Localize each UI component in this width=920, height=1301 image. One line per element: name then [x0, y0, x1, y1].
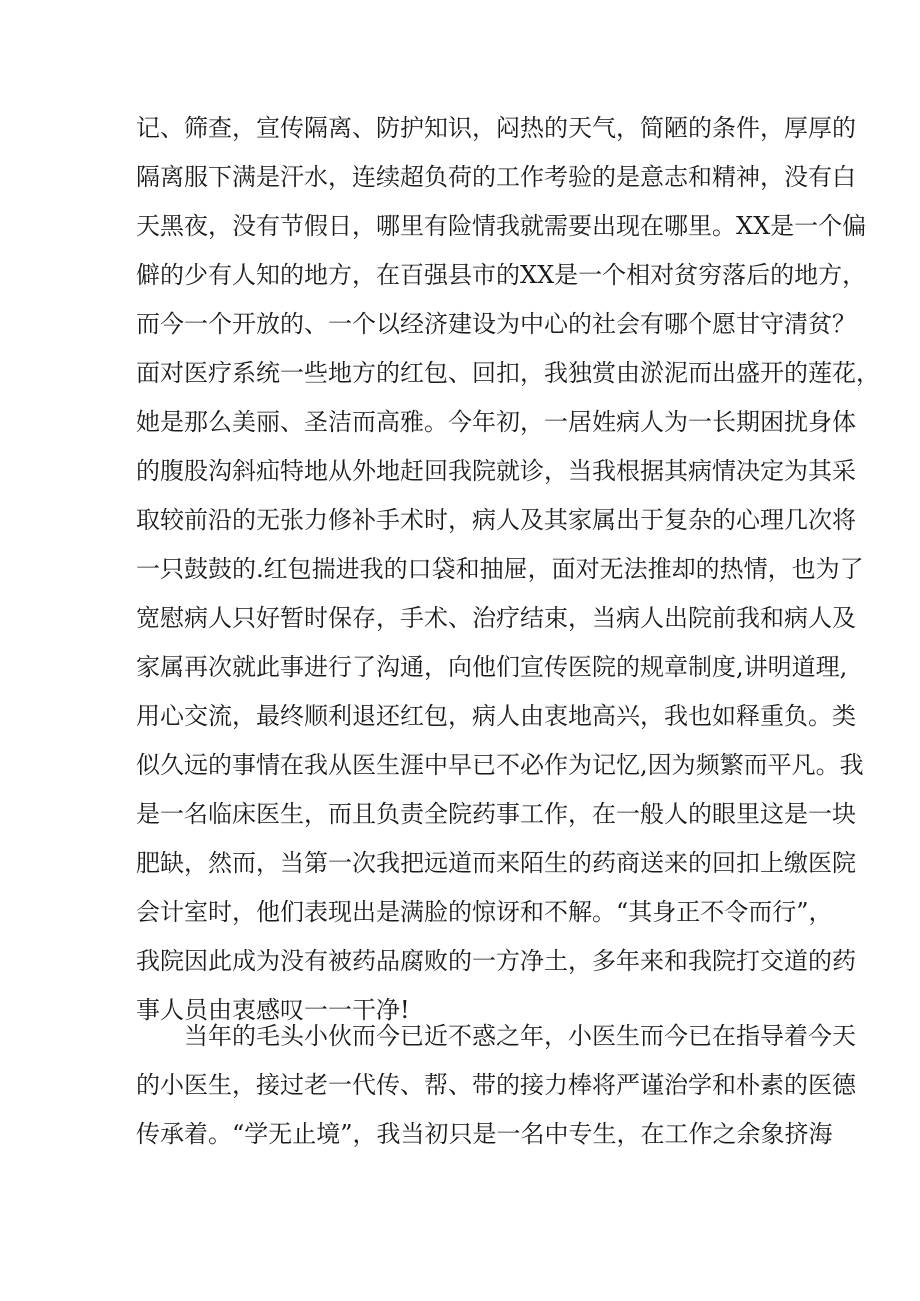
paragraph-line: 我院因此成为没有被药品腐败的一方净土，多年来和我院打交道的药 [136, 947, 856, 975]
paragraph-line: 宽慰病人只好暂时保存，手术、治疗结束，当病人出院前我和病人及 [136, 604, 856, 632]
paragraph-1 [136, 104, 880, 1035]
paragraph-line: 的小医生，接过老一代传、帮、带的接力棒将严谨治学和朴素的医德 [136, 1071, 856, 1099]
paragraph-line: 似久远的事情在我从医生涯中早已不必作为记忆,因为频繁而平凡。我 [136, 751, 864, 779]
paragraph-line: 记、筛查，宣传隔离、防护知识，闷热的天气，简陋的条件，厚厚的 [136, 114, 856, 142]
paragraph-line: 肥缺，然而，当第一次我把远道而来陌生的药商送来的回扣上缴医院 [136, 849, 856, 877]
paragraph-line: 事人员由衷感叹一一干净! [136, 996, 410, 1024]
paragraph-line: 隔离服下满是汗水，连续超负荷的工作考验的是意志和精神，没有白 [136, 163, 856, 191]
paragraph-line: 的腹股沟斜疝特地从外地赶回我院就诊，当我根据其病情决定为其采 [136, 457, 856, 485]
paragraph-line: 而今一个开放的、一个以经济建设为中心的社会有哪个愿甘守清贫？ [136, 310, 856, 338]
paragraph-line: 天黑夜，没有节假日，哪里有险情我就需要出现在哪里。XX是一个偏 [136, 212, 867, 240]
paragraph-line: 僻的少有人知的地方，在百强县市的XX是一个相对贫穷落后的地方， [136, 261, 867, 289]
paragraph-line: 会计室时，他们表现出是满脸的惊讶和不解。“其身正不令而行”， [136, 898, 833, 926]
paragraph-line: 用心交流，最终顺利退还红包，病人由衷地高兴，我也如释重负。类 [136, 702, 856, 730]
paragraph-line: 是一名临床医生，而且负责全院药事工作，在一般人的眼里这是一块 [136, 800, 856, 828]
paragraph-line: 传承着。“学无止境”，我当初只是一名中专生，在工作之余象挤海 [136, 1120, 833, 1148]
paragraph-line: 她是那么美丽、圣洁而高雅。今年初，一居姓病人为一长期困扰身体 [136, 408, 856, 436]
paragraph-line: 一只鼓鼓的.红包揣进我的口袋和抽屉，面对无法推却的热情，也为了 [136, 555, 864, 583]
paragraph-line: 家属再次就此事进行了沟通，向他们宣传医院的规章制度,讲明道理, [136, 653, 848, 681]
paragraph-line: 取较前沿的无张力修补手术时，病人及其家属出于复杂的心理几次将 [136, 506, 856, 534]
paragraph-line: 当年的毛头小伙而今已近不惑之年，小医生而今已在指导着今天 [184, 1022, 856, 1050]
paragraph-line: 面对医疗系统一些地方的红包、回扣，我独赏由淤泥而出盛开的莲花， [136, 359, 880, 387]
paragraph-2 [136, 1012, 856, 1159]
